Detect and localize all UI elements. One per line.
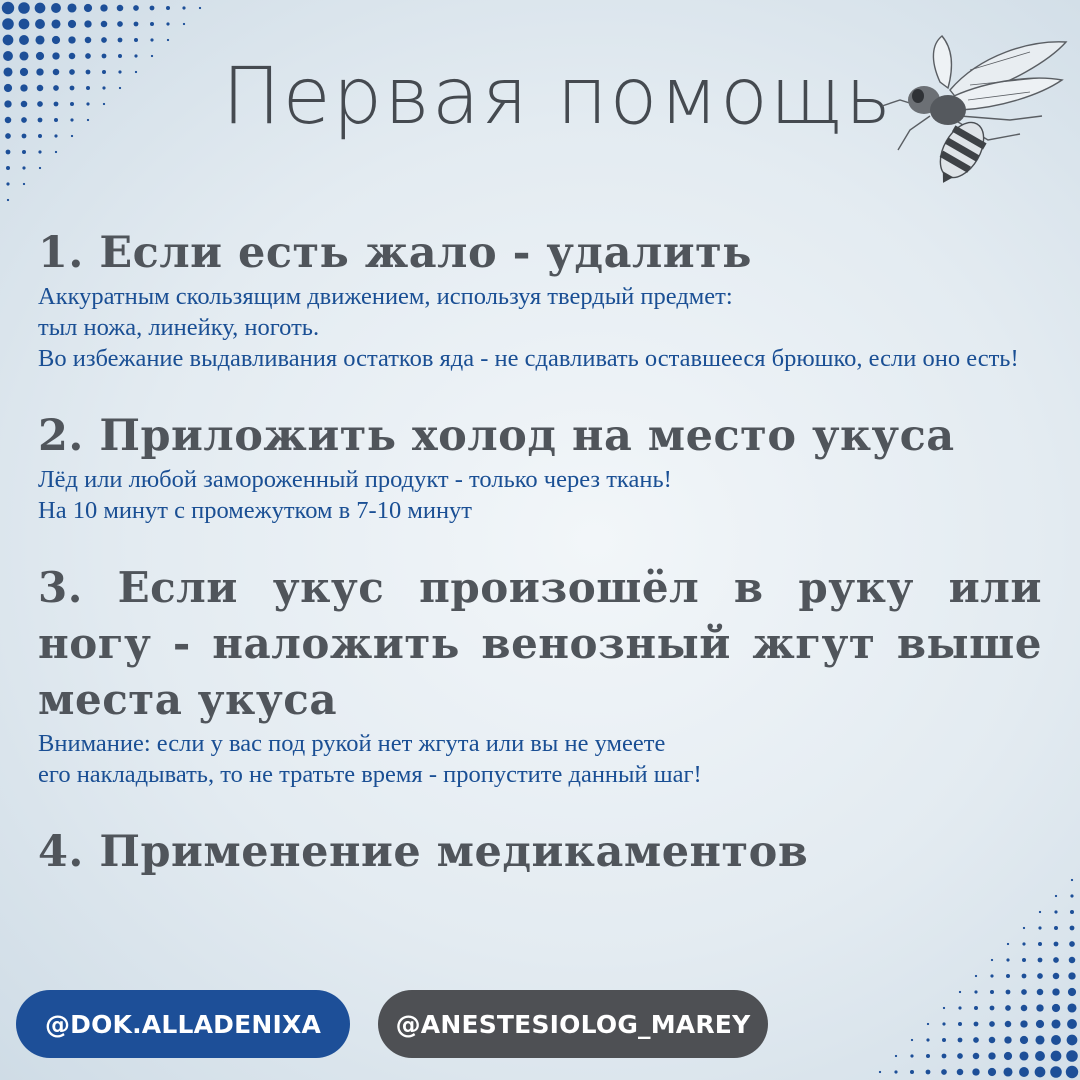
step-description	[38, 728, 1042, 790]
page-title: Первая помощь	[222, 52, 894, 142]
step-heading: 3. Если укус произошёл в руку или ногу - наложить венозный жгут выше места укуса	[38, 563, 1042, 724]
step-text-line: Во избежание выдавливания остатков яда - не сдавливать оставшееся брюшко, если оно есть!	[38, 345, 1019, 372]
steps-list	[38, 225, 1042, 914]
step-3	[38, 560, 1042, 790]
step-4	[38, 824, 1042, 880]
author-handle-badge[interactable]: @DOK.ALLADENIXA	[16, 990, 350, 1058]
step-text-line: тыл ножа, линейку, ноготь.	[38, 314, 320, 341]
step-1	[38, 225, 1042, 374]
step-description	[38, 464, 1042, 526]
step-text-line: На 10 минут с промежутком в 7-10 минут	[38, 497, 473, 524]
step-heading: 4. Применение медикаментов	[38, 827, 809, 877]
coauthor-handle-badge[interactable]: @ANESTESIOLOG_MAREY	[378, 990, 768, 1058]
step-text-line: Аккуратным скользящим движением, используя твердый предмет:	[38, 283, 733, 310]
step-text-line: его накладывать, то не тратьте время - пропустите данный шаг!	[38, 761, 702, 788]
wasp-icon	[870, 30, 1070, 190]
step-heading: 2. Приложить холод на место укуса	[38, 411, 955, 461]
step-heading: 1. Если есть жало - удалить	[38, 228, 752, 278]
step-description	[38, 281, 1042, 374]
halftone-dots-top-left	[0, 0, 240, 240]
step-text-line: Лёд или любой замороженный продукт - только через ткань!	[38, 466, 672, 493]
step-2	[38, 408, 1042, 526]
step-text-line: Внимание: если у вас под рукой нет жгута или вы не умеете	[38, 730, 666, 757]
